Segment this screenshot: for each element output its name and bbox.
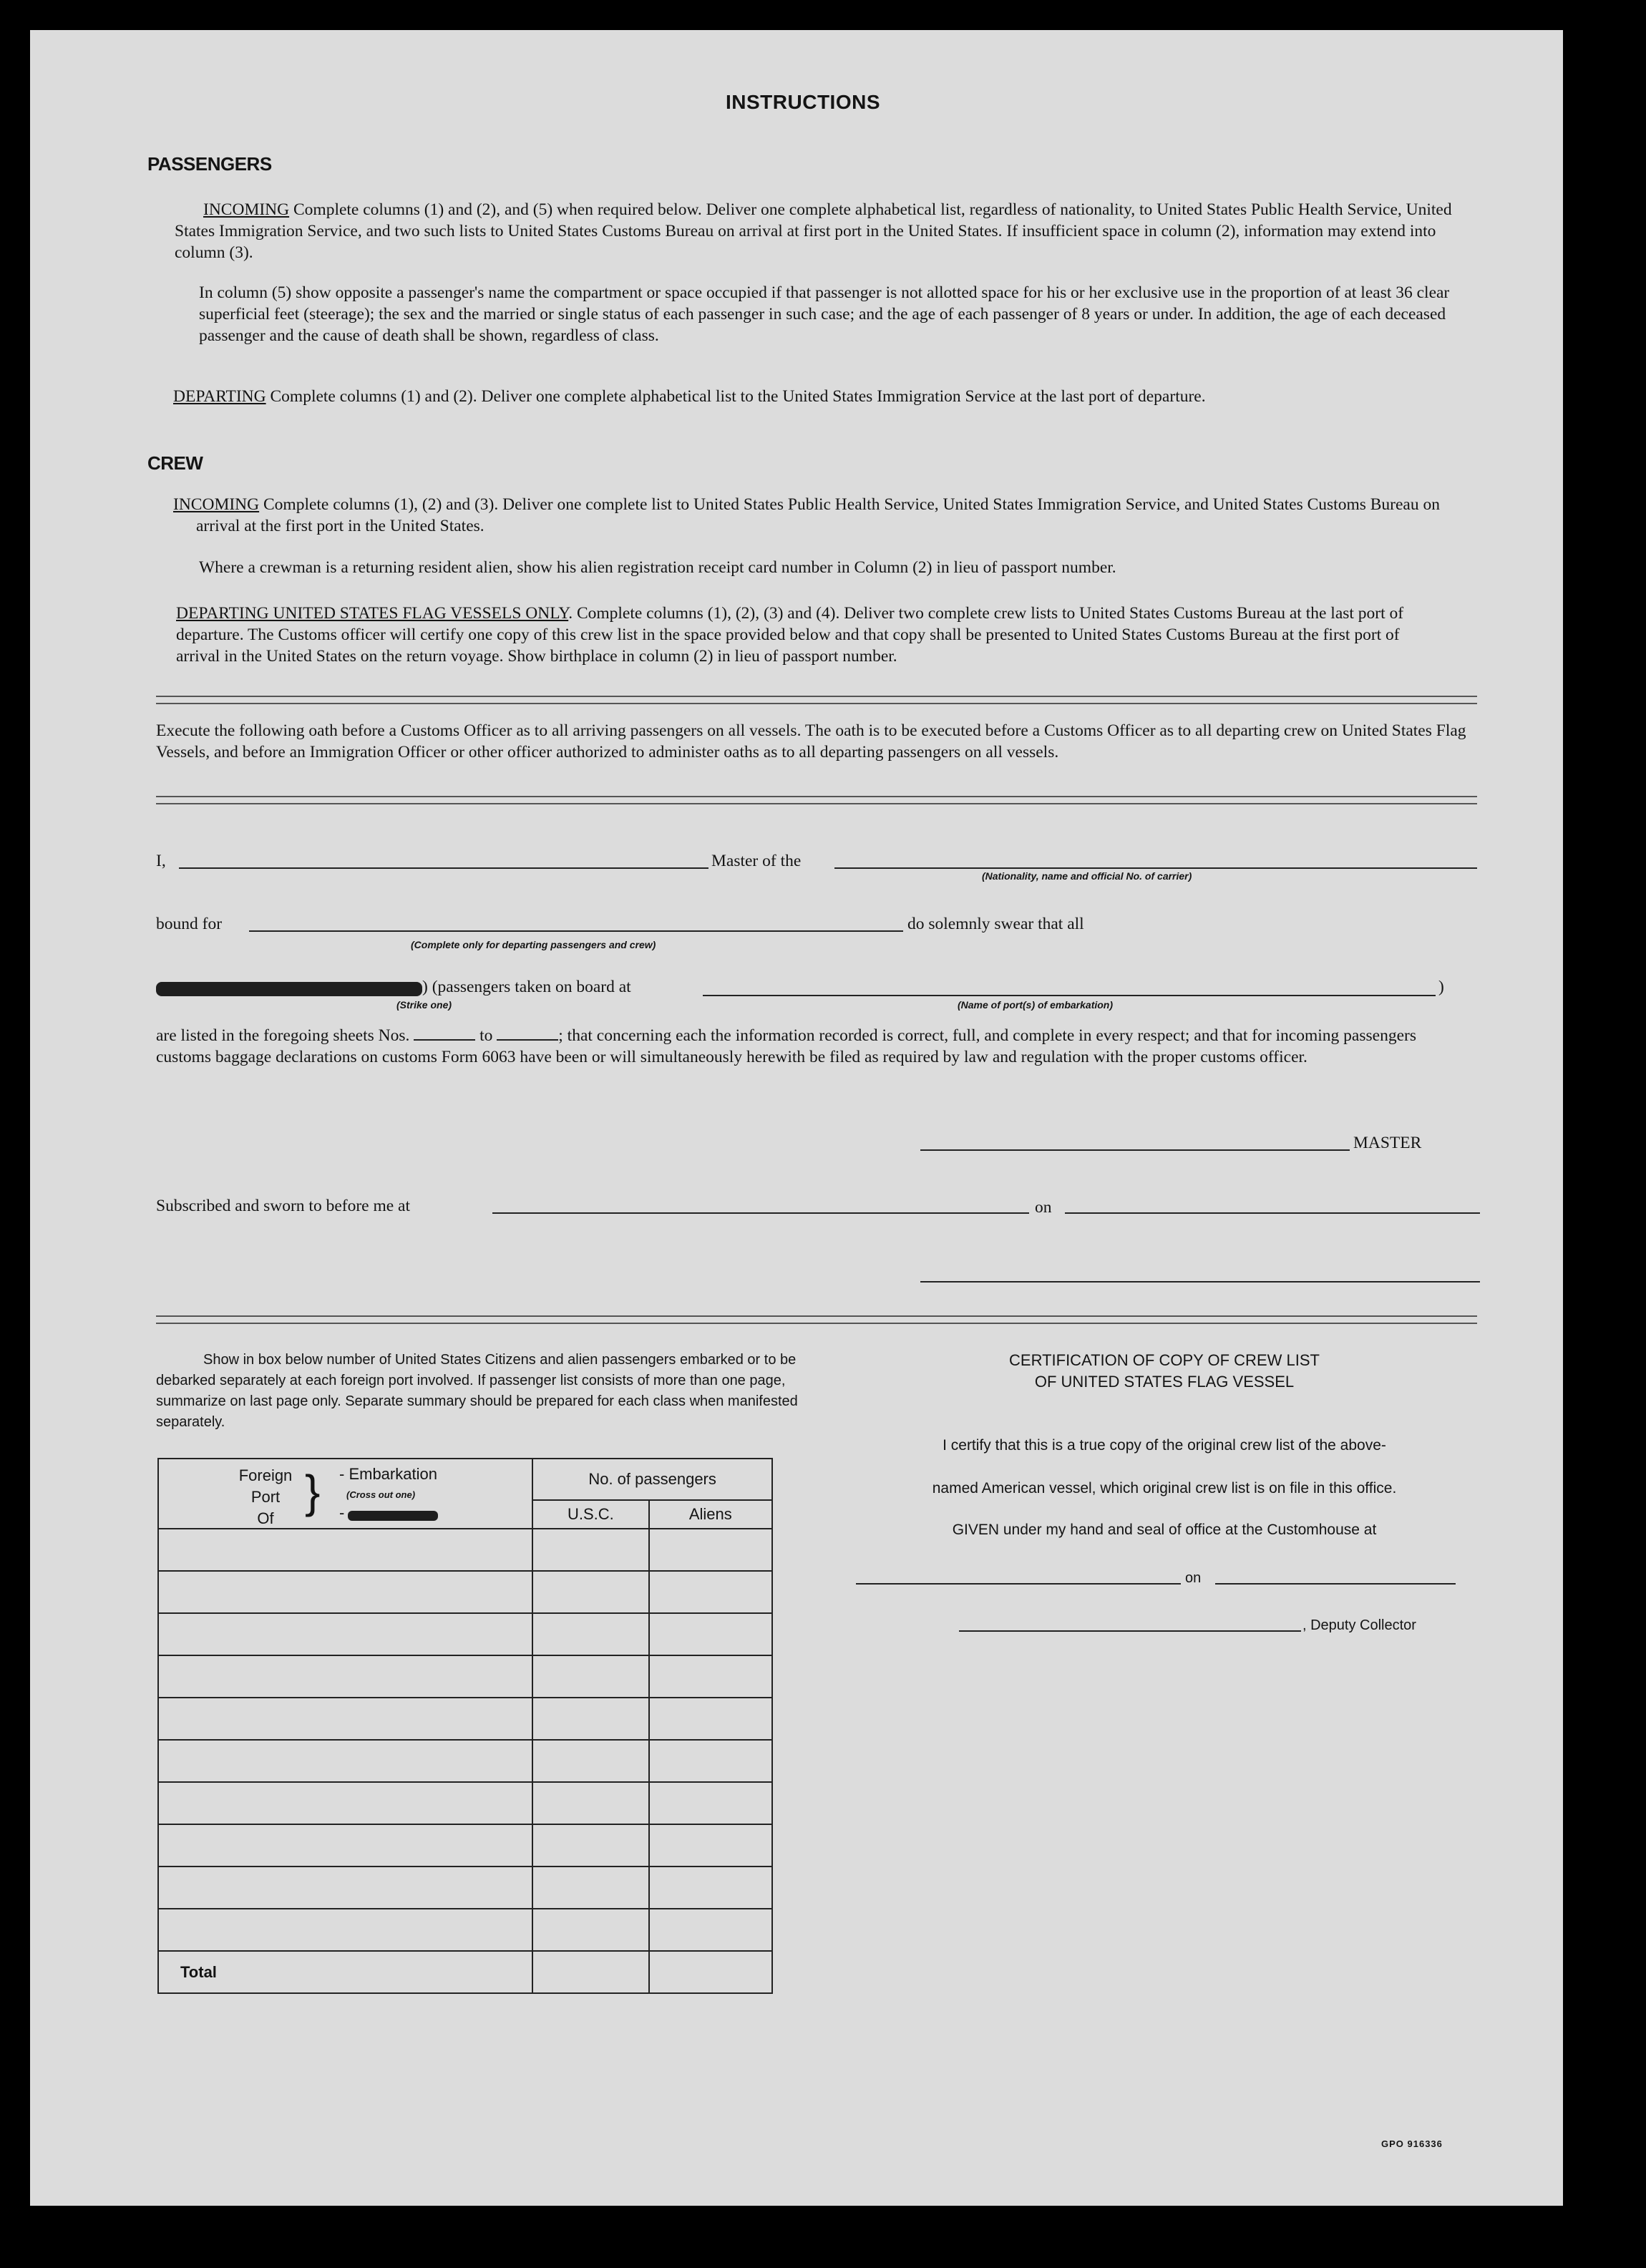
table-row (158, 1824, 772, 1867)
deputy-collector-label: , Deputy Collector (1302, 1617, 1416, 1633)
passengers-departing-label: DEPARTING (173, 387, 266, 406)
oath-instructions: Execute the following oath before a Customs Officer as to all arriving passengers on all vessels. The oath is to be executed before a Customs Officer as to all departing crew on United States Flag Vessels, and before an Immigration Officer or other officer authorized to administer oaths as to all departing passengers on all vessels. (156, 721, 1466, 761)
passengers-incoming-paragraph (175, 199, 1456, 263)
usc-cell[interactable] (532, 1613, 648, 1655)
total-row (158, 1951, 772, 1993)
table-row (158, 1698, 772, 1740)
passengers-departing-paragraph (173, 386, 1477, 407)
port-of-embarkation-field[interactable] (703, 995, 1436, 996)
oath-i-label: I, (156, 852, 166, 870)
aliens-cell[interactable] (649, 1571, 772, 1613)
usc-cell[interactable] (532, 1740, 648, 1782)
passengers-column5-paragraph: In column (5) show opposite a passenger's name the compartment or space occupied if that passenger is not allotted space for his or her exclusive use in the proportion of at least 36 clear superficial feet (steerage); the sex and the married or single status of each passenger in such case; and the age of each passenger of 8 years or under. In addition, the age of each deceased passenger and the cause of death shall be shown, regardless of class. (199, 283, 1450, 345)
bound-for-caption: (Complete only for departing passengers and crew) (411, 939, 656, 950)
aliens-total-cell[interactable] (649, 1951, 772, 1993)
aliens-cell[interactable] (649, 1909, 772, 1951)
aliens-header: Aliens (649, 1500, 772, 1529)
aliens-cell[interactable] (649, 1782, 772, 1824)
certification-heading-line2: OF UNITED STATES FLAG VESSEL (1034, 1373, 1295, 1391)
carrier-field[interactable] (834, 867, 1477, 869)
table-row (158, 1909, 772, 1951)
total-label: Total (158, 1951, 532, 1993)
aliens-cell[interactable] (649, 1613, 772, 1655)
table-header-row (158, 1459, 772, 1500)
crew-departing-text: . Complete columns (1), (2), (3) and (4). Deliver two complete crew lists to United States Customs Bureau at the last port of departure. The Customs officer will certify one copy of this crew list in the space provided below and that copy shall be presented to United States Customs Bureau at the first port of arrival in the United States on the return voyage. Show birthplace in column (2) in lieu of passport number. (176, 604, 1404, 666)
master-of-the-label: Master of the (711, 852, 802, 870)
brace-icon: } (305, 1466, 321, 1517)
crew-departing-paragraph (176, 603, 1447, 667)
port-cell[interactable] (158, 1613, 532, 1655)
passengers-heading: PASSENGERS (147, 153, 272, 175)
deputy-signature-field[interactable] (959, 1630, 1301, 1632)
passenger-summary-table (157, 1458, 773, 1994)
crew-departing-label: DEPARTING UNITED STATES FLAG VESSELS ONLY (176, 604, 569, 623)
master-name-field[interactable] (179, 867, 708, 869)
listed-sheets-paragraph (156, 1025, 1466, 1068)
master-signature-field[interactable] (920, 1149, 1350, 1151)
port-cell[interactable] (158, 1782, 532, 1824)
usc-total-cell[interactable] (532, 1951, 648, 1993)
certification-line1: I certify that this is a true copy of the original crew list of the above- (943, 1437, 1386, 1454)
gpo-code: GPO 916336 (1381, 2138, 1443, 2149)
port-cell[interactable] (158, 1655, 532, 1698)
swear-text: do solemnly swear that all (907, 915, 1084, 933)
summary-instructions: Show in box below number of United States Citizens and alien passengers embarked or to be debarked separately at each foreign port involved. If passenger list consists of more than one page, summarize on last page only. Separate summary should be prepared for each class when manifested separately. (156, 1352, 798, 1430)
listed-sheets-text-a: are listed in the foregoing sheets Nos. (156, 1026, 410, 1045)
usc-cell[interactable] (532, 1867, 648, 1909)
aliens-cell[interactable] (649, 1655, 772, 1698)
crew-heading: CREW (147, 452, 203, 474)
master-label: MASTER (1353, 1134, 1422, 1152)
sheet-from-field[interactable] (414, 1026, 475, 1041)
usc-cell[interactable] (532, 1655, 648, 1698)
crew-incoming-text: Complete columns (1), (2) and (3). Deliver one complete list to United States Public Health Service, United States Immigration Service, and United States Customs Bureau on arrival at the first port in the United States. (196, 495, 1440, 535)
embarkation-label: - Embarkation (339, 1465, 437, 1483)
usc-cell[interactable] (532, 1909, 648, 1951)
certification-heading-line1: CERTIFICATION OF COPY OF CREW LIST (1009, 1351, 1320, 1369)
passengers-incoming-label: INCOMING (203, 200, 290, 219)
aliens-cell[interactable] (649, 1740, 772, 1782)
crew-incoming-paragraph (173, 494, 1477, 537)
usc-cell[interactable] (532, 1824, 648, 1867)
table-row (158, 1655, 772, 1698)
page-title: INSTRUCTIONS (726, 91, 880, 113)
certification-date-field[interactable] (1215, 1583, 1456, 1585)
cross-out-caption: (Cross out one) (346, 1489, 416, 1500)
struck-out-debarkation (348, 1511, 438, 1521)
no-of-passengers-header: No. of passengers (532, 1459, 772, 1500)
subscribed-label: Subscribed and sworn to before me at (156, 1197, 411, 1215)
closing-paren: ) (1438, 978, 1444, 996)
section-divider (156, 696, 1477, 704)
port-cell[interactable] (158, 1740, 532, 1782)
section-divider (156, 796, 1477, 804)
of-label: Of (257, 1509, 274, 1527)
sworn-place-field[interactable] (492, 1212, 1029, 1214)
port-cell[interactable] (158, 1571, 532, 1613)
table-row (158, 1613, 772, 1655)
table-row (158, 1867, 772, 1909)
certification-line2: named American vessel, which original crew list is on file in this office. (932, 1480, 1397, 1496)
usc-cell[interactable] (532, 1529, 648, 1571)
table-row (158, 1782, 772, 1824)
customhouse-field[interactable] (856, 1583, 1181, 1585)
crew-incoming-label: INCOMING (173, 495, 260, 514)
port-cell[interactable] (158, 1698, 532, 1740)
crew-resident-paragraph: Where a crewman is a returning resident alien, show his alien registration receipt card number in Column (2) in lieu of passport number. (199, 558, 1116, 577)
foreign-port-header: Foreign Port Of } - Embarkation (Cross out one) - (158, 1459, 532, 1529)
aliens-cell[interactable] (649, 1824, 772, 1867)
table-row (158, 1740, 772, 1782)
sworn-date-field[interactable] (1065, 1212, 1480, 1214)
certification-on-label: on (1185, 1570, 1202, 1586)
sworn-on-label: on (1035, 1198, 1052, 1217)
officer-signature-field[interactable] (920, 1281, 1480, 1283)
foreign-label: Foreign (238, 1466, 293, 1484)
usc-cell[interactable] (532, 1571, 648, 1613)
strike-one-caption: (Strike one) (396, 999, 452, 1011)
passengers-departing-text: Complete columns (1) and (2). Deliver one complete alphabetical list to the United States Immigration Service at the last port of departure. (270, 387, 1206, 406)
aliens-cell[interactable] (649, 1529, 772, 1571)
aliens-cell[interactable] (649, 1698, 772, 1740)
port-cell[interactable] (158, 1529, 532, 1571)
sheet-to-field[interactable] (497, 1026, 558, 1041)
carrier-caption: (Nationality, name and official No. of carrier) (982, 870, 1192, 882)
section-divider (156, 1315, 1477, 1324)
usc-cell[interactable] (532, 1698, 648, 1740)
listed-to-label: to (479, 1026, 493, 1045)
port-caption: (Name of port(s) of embarkation) (958, 999, 1114, 1011)
listed-sheets-text-b: ; that concerning each the information recorded is correct, full, and complete in every respect; and that for incoming passengers customs baggage declarations on customs Form 6063 have been or will simultaneously herewith be filed as required by law and regulation with the proper customs officer. (156, 1026, 1416, 1066)
aliens-cell[interactable] (649, 1867, 772, 1909)
port-label: Port (250, 1488, 281, 1506)
port-cell[interactable] (158, 1824, 532, 1867)
table-row (158, 1529, 772, 1571)
struck-out-text (156, 982, 422, 996)
usc-cell[interactable] (532, 1782, 648, 1824)
bound-for-field[interactable] (249, 930, 903, 932)
passengers-incoming-text: Complete columns (1) and (2), and (5) when required below. Deliver one complete alphabetical list, regardless of nationality, to United States Public Health Service, United States Immigration Service, and two such lists to United States Customs Bureau on arrival at first port in the United States. If insufficient space in column (2), information may extend into column (3). (175, 200, 1452, 262)
table-row (158, 1571, 772, 1613)
certification-line3: GIVEN under my hand and seal of office at the Customhouse at (952, 1522, 1377, 1538)
usc-header: U.S.C. (532, 1500, 648, 1529)
port-cell[interactable] (158, 1909, 532, 1951)
port-cell[interactable] (158, 1867, 532, 1909)
bound-for-label: bound for (156, 915, 223, 933)
form-page (30, 30, 1563, 2206)
passengers-taken-label: ) (passengers taken on board at (422, 978, 631, 996)
